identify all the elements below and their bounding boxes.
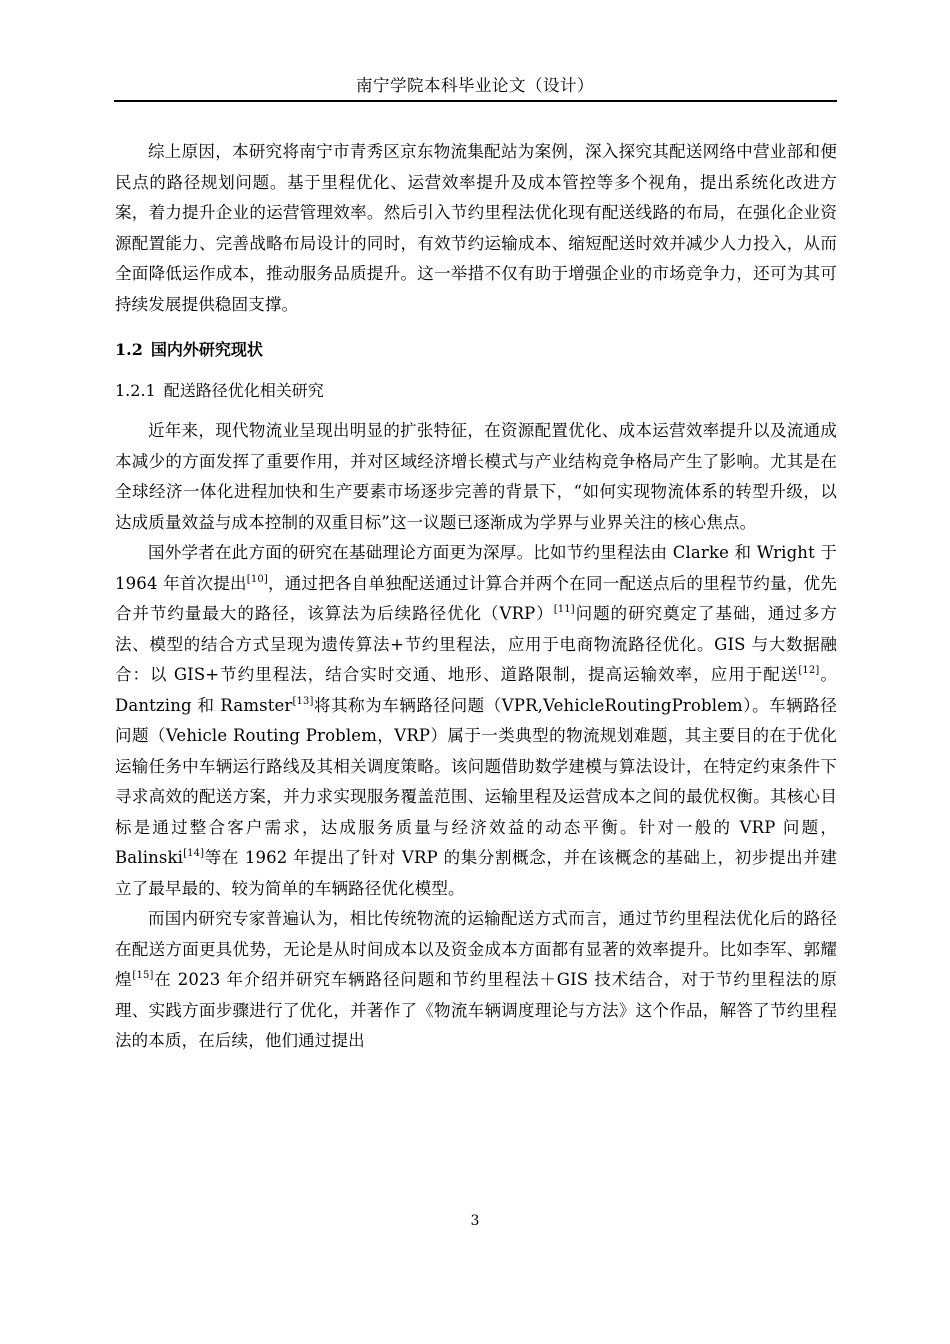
paragraph-foreign-research <box>115 538 837 904</box>
citation-ref: [14] <box>183 848 205 859</box>
text-segment: 国外学者在此方面的研究在基础理论方面更为深厚。比如节约里程法由 Clarke 和 Wright 于 1964 年首次提出 <box>115 543 837 593</box>
page-number: 3 <box>470 1213 480 1229</box>
subsection-number: 1.2.1 <box>115 381 156 400</box>
text-segment: 问题的研究奠定了基础，通过多方法、模型的结合方式呈现为遗传算法+节约里程法，应用于电商物流路径优化。GIS 与大数据融合：以 GIS+节约里程法，结合实时交通、地形、道路限制，提高运输效率，应用于配送 <box>115 604 838 684</box>
citation-ref: [10] <box>246 573 268 585</box>
text-segment: 而国内研究专家普遍认为，相比传统物流的运输配送方式而言，通过节约里程法优化后的路径在配送方面更具优势，无论是从时间成本以及资金成本方面都有显著的效率提升。比如李军、郭耀煌 <box>115 909 837 989</box>
citation-ref: [13] <box>292 695 314 707</box>
citation-ref: [11] <box>553 604 575 615</box>
citation-ref: [15] <box>132 970 154 981</box>
text-segment: 在 2023 年介绍并研究车辆路径问题和节约里程法＋GIS 技术结合，对于节约里程法的原理、实践方面步骤进行了优化，并著作了《物流车辆调度理论与方法》这个作品，解答了节约里程法的本质，在后续，他们通过提出 <box>115 970 838 1050</box>
paragraph-recent-years: 近年来，现代物流业呈现出明显的扩张特征，在资源配置优化、成本运营效率提升以及流通成本减少的方面发挥了重要作用，并对区域经济增长模式与产业结构竞争格局产生了影响。尤其是在全球经济一体化进程加快和生产要素市场逐步完善的背景下，“如何实现物流体系的转型升级，以达成质量效益与成本控制的双重目标”这一议题已逐渐成为学界与业界关注的核心焦点。 <box>115 421 837 532</box>
text-segment: 。Dantzing 和 Ramster <box>115 665 837 715</box>
text-segment: 等在 1962 年提出了针对 VRP 的集分割概念，并在该概念的基础上，初步提出并建立了最早最的、较为简单的车辆路径优化模型。 <box>115 848 837 898</box>
section-number: 1.2 <box>115 340 143 359</box>
paragraph-intro-conclusion: 综上原因，本研究将南宁市青秀区京东物流集配站为案例，深入探究其配送网络中营业部和便民点的路径规划问题。基于里程优化、运营效率提升及成本管控等多个视角，提出系统化改进方案，着力提升企业的运营管理效率。然后引入节约里程法优化现有配送线路的布局，在强化企业资源配置能力、完善战略布局设计的同时，有效节约运输成本、缩短配送时效并减少人力投入，从而全面降低运作成本，推动服务品质提升。这一举措不仅有助于增强企业的市场竞争力，还可为其可持续发展提供稳固支撑。 <box>115 142 837 314</box>
running-header: 南宁学院本科毕业论文（设计） <box>356 76 594 95</box>
header-divider <box>114 100 837 102</box>
paper-body <box>115 137 837 1057</box>
subsection-heading-1-2-1 <box>115 376 837 406</box>
paragraph-domestic-research <box>115 904 837 1057</box>
section-title: 国内外研究现状 <box>150 340 263 359</box>
text-segment: 将其称为车辆路径问题（VPR,VehicleRoutingProblem）。车辆路径问题（Vehicle Routing Problem，VRP）属于一类典型的物流规划难题，其主要目的在于优化运输任务中车辆运行路线及其相关调度策略。该问题借助数学建模与算法设计，在特定约束条件下寻求高效的配送方案，并力求实现服务覆盖范围、运输里程及运营成本之间的最优权衡。其核心目标是通过整合客户需求，达成服务质量与经济效益的动态平衡。针对一般的 VRP 问题，Balinski <box>115 695 837 867</box>
section-heading-1-2 <box>115 335 837 365</box>
text-segment: ，通过把各自单独配送通过计算合并两个在同一配送点后的里程节约量，优先合并节约量最大的路径，该算法为后续路径优化（VRP） <box>115 573 837 623</box>
subsection-title: 配送路径优化相关研究 <box>163 381 324 400</box>
citation-ref: [12] <box>798 665 820 676</box>
